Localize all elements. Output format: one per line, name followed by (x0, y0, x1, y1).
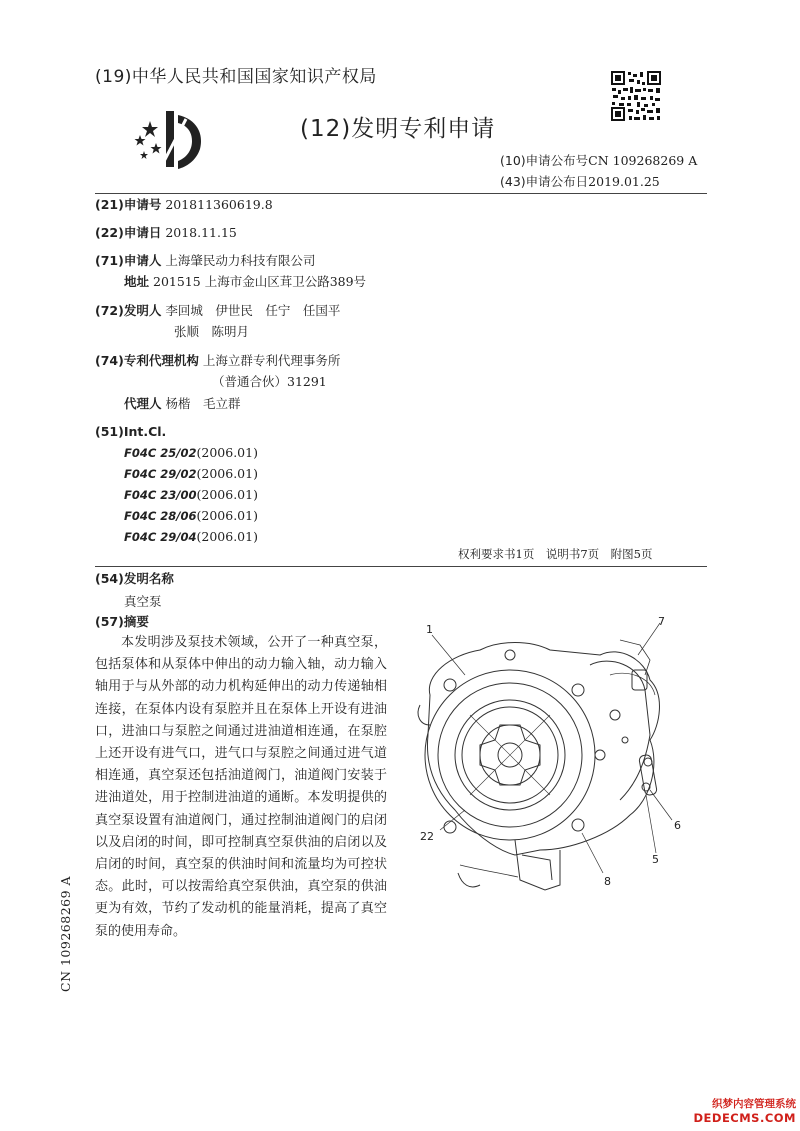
ipc-row: F04C 25/02(2006.01) (124, 445, 258, 460)
application-number-row (95, 197, 273, 213)
agency-row (95, 353, 340, 369)
figure-label-8: 8 (604, 875, 611, 888)
pump-figure (410, 615, 710, 915)
agent-label: 代理人 (124, 396, 162, 411)
page-count: 权利要求书1页 说明书7页 附图5页 (458, 547, 653, 561)
inventor-row (95, 303, 340, 319)
authority-title: (19)中华人民共和国国家知识产权局 (95, 67, 377, 87)
watermark-line1: 织梦内容管理系统 (712, 1098, 796, 1110)
address-label: 地址 (124, 274, 150, 289)
publication-date-label: (43)申请公布日 (500, 174, 589, 189)
applicant-row (95, 253, 315, 269)
invention-title: 真空泵 (124, 594, 162, 609)
publication-date-row (500, 172, 660, 190)
figure-label-6: 6 (674, 819, 681, 832)
cnipa-logo-icon (130, 105, 210, 175)
publication-number-label: (10)申请公布号 (500, 153, 589, 168)
figure-label-5: 5 (652, 853, 659, 866)
publication-number: CN 109268269 A (588, 153, 698, 168)
agents: 杨楷 毛立群 (165, 396, 241, 411)
application-date: 2018.11.15 (165, 225, 237, 240)
inventor-label: (72)发明人 (95, 303, 162, 318)
address: 201515 上海市金山区茸卫公路389号 (153, 274, 367, 289)
application-number: 201811360619.8 (165, 197, 273, 212)
ipc-row: F04C 29/02(2006.01) (124, 466, 258, 481)
agency-line1: 上海立群专利代理事务所 (202, 353, 341, 368)
title-label: (54)发明名称 (95, 571, 174, 586)
watermark (688, 1096, 796, 1125)
agency-line2: （普通合伙）31291 (212, 374, 327, 389)
ipc-row: F04C 29/04(2006.01) (124, 529, 258, 544)
ipc-row: F04C 28/06(2006.01) (124, 508, 258, 523)
applicant-label: (71)申请人 (95, 253, 162, 268)
application-number-label: (21)申请号 (95, 197, 162, 212)
intcl-label: (51)Int.Cl. (95, 424, 167, 439)
application-date-label: (22)申请日 (95, 225, 162, 240)
inventors-line2: 张顺 陈明月 (174, 324, 250, 339)
publication-date: 2019.01.25 (588, 174, 660, 189)
figure-label-7: 7 (658, 615, 665, 628)
biblio-divider (95, 566, 707, 567)
abstract-text: 本发明涉及泵技术领域，公开了一种真空泵，包括泵体和从泵体中伸出的动力输入轴，动力输入轴用于与从外部的动力机构延伸出的动力传递轴相连接，在泵体内设有泵腔并且在泵体上开设有进油口，进油口与泵腔之间通过进油道相连通，在泵腔上还开设有进气口，进气口与泵腔之间通过进气道相连通，真空泵还包括油道阀门，油道阀门安装于进油道处，用于控制进油道的通断。本发明提供的真空泵设置有油道阀门，通过控制油道阀门的启闭以及启闭的时间，即可控制真空泵供油的启闭以及启闭的时间，真空泵的供油时间和流量均为可控状态。此时，可以按需给真空泵供油，真空泵的供油更为有效，节约了发动机的能量消耗，提高了真空泵的使用寿命。 (95, 635, 387, 939)
applicant: 上海肇民动力科技有限公司 (165, 253, 316, 268)
agent-row (124, 396, 241, 412)
abstract-label: (57)摘要 (95, 614, 149, 629)
header-divider (95, 193, 707, 194)
publication-number-row (500, 151, 697, 169)
agency-label: (74)专利代理机构 (95, 353, 199, 368)
figure-label-1: 1 (426, 623, 433, 636)
ipc-row: F04C 23/00(2006.01) (124, 487, 258, 502)
document-type-title: (12)发明专利申请 (300, 116, 496, 142)
figure-label-22: 22 (420, 830, 434, 843)
address-row (124, 274, 366, 290)
qr-code-icon (610, 70, 662, 122)
watermark-line2: DEDECMS.COM (693, 1111, 796, 1125)
application-date-row (95, 225, 237, 241)
side-publication-number: CN 109268269 A (58, 875, 73, 992)
inventors-line1: 李回城 伊世民 任宁 任国平 (165, 303, 341, 318)
